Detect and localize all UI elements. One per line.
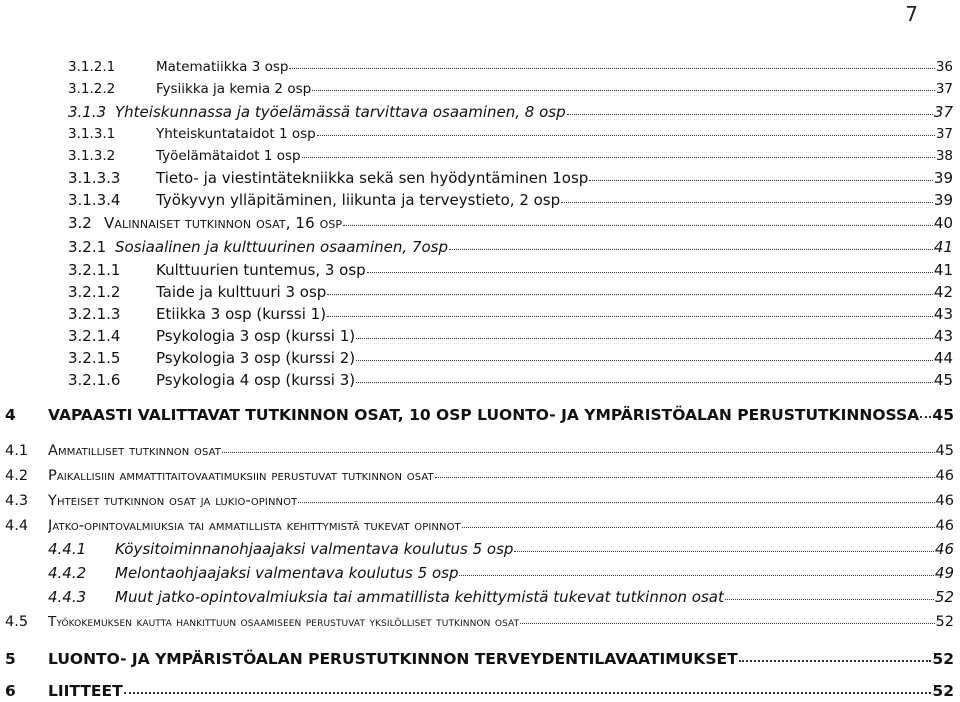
dot-leader xyxy=(514,539,933,552)
toc-entry-number: 4.4 xyxy=(5,518,29,534)
toc-entry-title: Yhteiskunnassa ja työelämässä tarvittava osaaminen, 8 osp xyxy=(115,103,566,121)
toc-entry-page: 41 xyxy=(933,261,953,279)
toc-entry-title: Fysiikka ja kemia 2 osp xyxy=(156,81,312,97)
toc-entry-page: 42 xyxy=(933,283,953,301)
toc-entry-title: Jatko-opintovalmiuksia tai ammatillista kehittymistä tukevat opinnot xyxy=(48,518,461,534)
toc-entry-title: Taide ja kulttuuri 3 osp xyxy=(156,283,327,301)
toc-entry-page: 39 xyxy=(933,169,953,187)
dot-leader xyxy=(449,237,933,250)
toc-entry-page: 40 xyxy=(933,214,953,232)
toc-entry-page: 46 xyxy=(935,468,954,484)
toc-entry[interactable] xyxy=(5,562,954,584)
toc-entry-number: 3.2 xyxy=(68,214,92,232)
toc-entry-title: LUONTO- JA YMPÄRISTÖALAN PERUSTUTKINNON TERVEYDENTILAVAATIMUKSET xyxy=(48,650,738,668)
toc-entry-number: 4.4.1 xyxy=(48,540,87,558)
dot-leader xyxy=(459,563,933,576)
toc-entry[interactable] xyxy=(68,325,953,347)
toc-entry-page: 45 xyxy=(933,371,953,389)
dot-leader xyxy=(317,123,935,136)
toc-entry[interactable] xyxy=(68,101,953,123)
toc-entry-title: Psykologia 4 osp (kurssi 3) xyxy=(156,371,356,389)
toc-entry-number: 3.2.1.5 xyxy=(68,349,121,367)
dot-leader xyxy=(222,440,935,453)
toc-entry-title: Psykologia 3 osp (kurssi 1) xyxy=(156,327,356,345)
toc-entry-number: 3.1.2.2 xyxy=(68,81,116,97)
dot-leader xyxy=(739,648,932,662)
dot-leader xyxy=(356,370,933,383)
toc-entry-title: Matematiikka 3 osp xyxy=(156,59,289,75)
toc-entry-number: 4.4.2 xyxy=(48,564,87,582)
toc-entry-title: Paikallisiin ammattitaitovaatimuksiin perustuvat tutkinnon osat xyxy=(48,468,434,484)
toc-entry-number: 3.1.2.1 xyxy=(68,59,116,75)
toc-entry-number: 3.1.3.4 xyxy=(68,191,121,209)
toc-entry-number: 4.4.3 xyxy=(48,588,87,606)
dot-leader xyxy=(567,102,933,115)
toc-entry-number: 3.2.1.1 xyxy=(68,261,121,279)
toc-entry-page: 52 xyxy=(935,614,954,630)
toc-entry-title: Psykologia 3 osp (kurssi 2) xyxy=(156,349,356,367)
dot-leader xyxy=(356,326,933,339)
dot-leader xyxy=(589,168,933,181)
toc-entry-chapter[interactable] xyxy=(5,648,954,670)
dot-leader xyxy=(327,304,933,317)
toc-entry[interactable] xyxy=(68,369,953,391)
toc-entry-title: Muut jatko-opintovalmiuksia tai ammatillista kehittymistä tukevat tutkinnon osat xyxy=(115,588,724,606)
toc-entry-title: Ammatilliset tutkinnon osat xyxy=(48,443,222,459)
toc-entry-title: Työkyvyn ylläpitäminen, liikunta ja terveystieto, 2 osp xyxy=(156,191,561,209)
toc-entry-page: 46 xyxy=(934,540,954,558)
toc-entry-chapter[interactable] xyxy=(5,404,954,426)
toc-entry-title: Yhteiset tutkinnon osat ja lukio-opinnot xyxy=(48,493,298,509)
toc-entry-page: 37 xyxy=(935,126,953,142)
toc-entry[interactable] xyxy=(5,611,954,633)
dot-leader xyxy=(520,611,934,624)
toc-entry-number: 3.2.1.6 xyxy=(68,371,121,389)
dot-leader xyxy=(561,190,933,203)
toc-entry[interactable] xyxy=(68,303,953,325)
toc-entry[interactable] xyxy=(68,281,953,303)
dot-leader xyxy=(356,348,933,361)
dot-leader xyxy=(343,213,933,226)
toc-entry-title: Etiikka 3 osp (kurssi 1) xyxy=(156,305,327,323)
toc-entry[interactable] xyxy=(68,123,953,145)
toc-entry-number: 3.2.1.4 xyxy=(68,327,121,345)
toc-entry-page: 37 xyxy=(933,103,953,121)
toc-entry-title: Työkokemuksen kautta hankittuun osaamiseen perustuvat yksilölliset tutkinnon osat xyxy=(48,614,520,630)
dot-leader xyxy=(298,490,934,503)
toc-entry-page: 45 xyxy=(935,443,954,459)
toc-entry-title: VAPAASTI VALITTAVAT TUTKINNON OSAT, 10 OSP LUONTO- JA YMPÄRISTÖALAN PERUSTUTKINNOSSA xyxy=(48,406,920,424)
toc-entry[interactable] xyxy=(5,515,954,537)
toc-entry[interactable] xyxy=(68,259,953,281)
dot-leader xyxy=(462,515,935,528)
toc-entry-number: 3.1.3.3 xyxy=(68,169,121,187)
toc-entry-number: 3.2.1.2 xyxy=(68,283,121,301)
toc-entry-number: 6 xyxy=(5,682,16,700)
toc-entry-number: 4.1 xyxy=(5,443,29,459)
dot-leader xyxy=(124,680,932,694)
toc-entry-page: 46 xyxy=(935,493,954,509)
toc-entry[interactable] xyxy=(5,440,954,462)
toc-entry[interactable] xyxy=(68,236,953,258)
toc-entry-number: 4.2 xyxy=(5,468,29,484)
dot-leader xyxy=(302,145,935,158)
toc-entry-title: Tieto- ja viestintätekniikka sekä sen hyödyntäminen 1osp xyxy=(156,169,589,187)
toc-entry[interactable] xyxy=(68,167,953,189)
toc-entry[interactable] xyxy=(5,538,954,560)
toc-entry[interactable] xyxy=(68,78,953,100)
toc-entry-number: 4.3 xyxy=(5,493,29,509)
toc-entry-page: 46 xyxy=(935,518,954,534)
toc-entry[interactable] xyxy=(68,145,953,167)
toc-entry-title: Kulttuurien tuntemus, 3 osp xyxy=(156,261,366,279)
dot-leader xyxy=(367,260,933,273)
toc-entry-page: 52 xyxy=(932,682,954,700)
toc-entry-page: 41 xyxy=(933,238,953,256)
toc-entry[interactable] xyxy=(5,586,954,608)
toc-entry-page: 37 xyxy=(935,81,953,97)
toc-entry[interactable] xyxy=(68,56,953,78)
toc-entry-title: Valinnaiset tutkinnon osat, 16 osp xyxy=(104,214,343,232)
toc-entry-page: 44 xyxy=(933,349,953,367)
toc-entry-page: 49 xyxy=(934,564,954,582)
dot-leader xyxy=(435,465,935,478)
toc-entry-number: 3.1.3.1 xyxy=(68,126,116,142)
toc-entry-title: Yhteiskuntataidot 1 osp xyxy=(156,126,316,142)
dot-leader xyxy=(920,404,931,418)
toc-entry[interactable] xyxy=(68,347,953,369)
dot-leader xyxy=(289,56,934,69)
dot-leader xyxy=(327,282,933,295)
dot-leader xyxy=(725,587,934,600)
toc-entry-title: Sosiaalinen ja kulttuurinen osaaminen, 7osp xyxy=(115,238,449,256)
toc-entry-page: 45 xyxy=(932,406,954,424)
toc-entry-title: Melontaohjaajaksi valmentava koulutus 5 osp xyxy=(115,564,459,582)
toc-entry[interactable] xyxy=(68,212,953,234)
toc-entry-title: Työelämätaidot 1 osp xyxy=(156,148,301,164)
page-number: 7 xyxy=(905,2,918,26)
toc-entry-page: 52 xyxy=(932,650,954,668)
toc-entry-number: 3.2.1 xyxy=(68,238,107,256)
toc-entry-page: 36 xyxy=(935,59,953,75)
toc-entry-page: 43 xyxy=(933,305,953,323)
toc-entry-number: 3.1.3.2 xyxy=(68,148,116,164)
toc-entry[interactable] xyxy=(68,189,953,211)
toc-entry-page: 38 xyxy=(935,148,953,164)
toc-entry-chapter[interactable] xyxy=(5,680,954,702)
toc-entry[interactable] xyxy=(5,465,954,487)
toc-entry-number: 3.1.3 xyxy=(68,103,107,121)
toc-entry-number: 4 xyxy=(5,406,16,424)
toc-entry-title: LIITTEET xyxy=(48,682,123,700)
toc-entry-title: Köysitoiminnanohjaajaksi valmentava koulutus 5 osp xyxy=(115,540,514,558)
toc-entry[interactable] xyxy=(5,490,954,512)
toc-entry-page: 43 xyxy=(933,327,953,345)
toc-entry-number: 5 xyxy=(5,650,16,668)
toc-entry-number: 3.2.1.3 xyxy=(68,305,121,323)
toc-entry-page: 39 xyxy=(933,191,953,209)
toc-entry-page: 52 xyxy=(934,588,954,606)
dot-leader xyxy=(312,78,935,91)
toc-entry-number: 4.5 xyxy=(5,614,29,630)
